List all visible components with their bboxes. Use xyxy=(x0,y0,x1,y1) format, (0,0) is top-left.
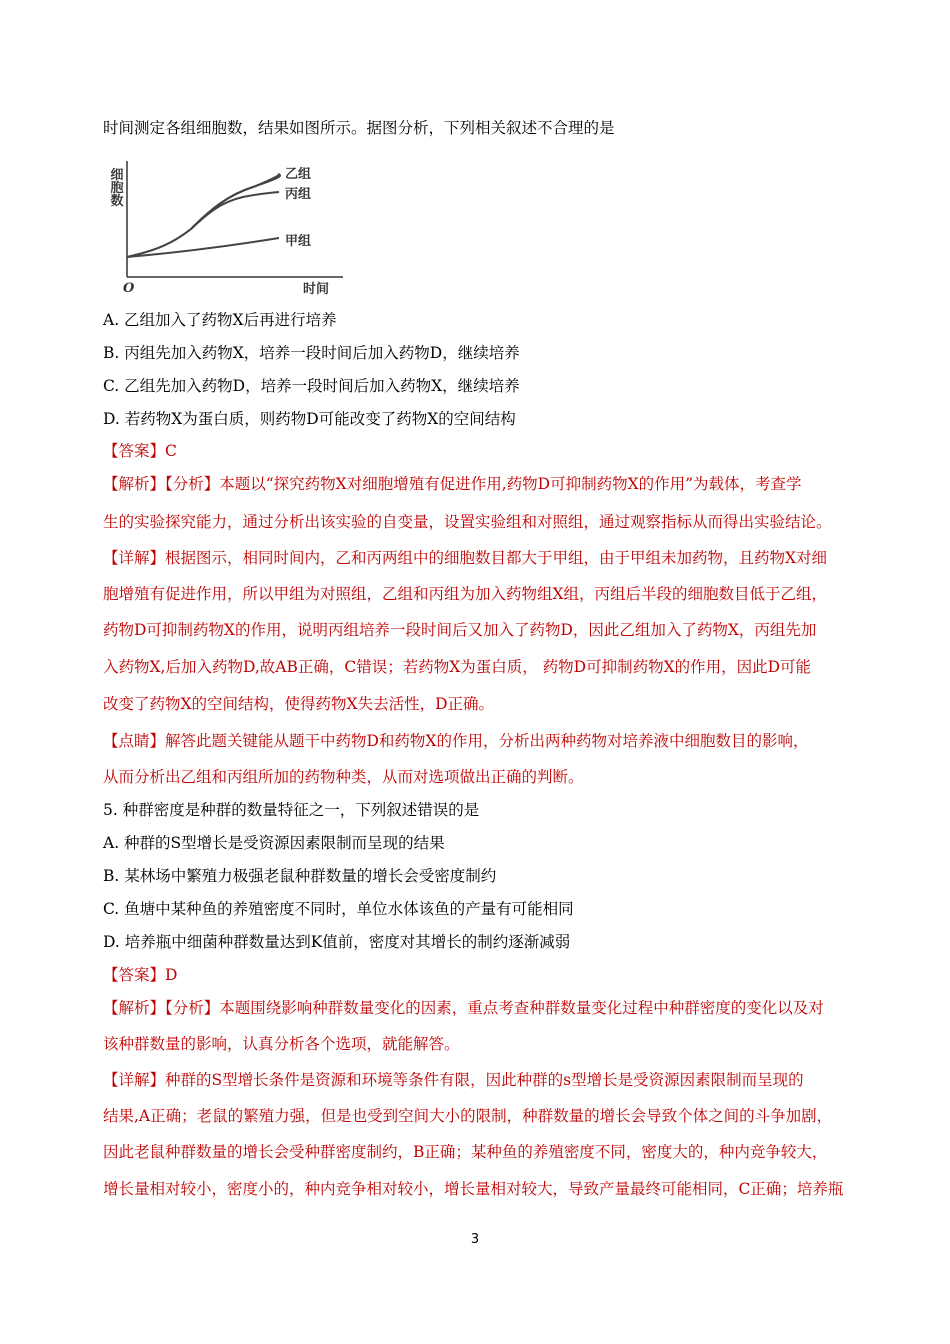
q5-stem: 5. 种群密度是种群的数量特征之一，下列叙述错误的是 xyxy=(103,801,480,819)
q5-option-c: C. 鱼塘中某种鱼的养殖密度不同时，单位水体该鱼的产量有可能相同 xyxy=(103,900,574,918)
q4-option-b: B. 丙组先加入药物X，培养一段时间后加入药物D，继续培养 xyxy=(103,344,520,362)
q5-option-a: A. 种群的S型增长是受资源因素限制而呈现的结果 xyxy=(103,834,445,852)
curve-jia xyxy=(127,238,279,257)
q5-detail-line: 结果,A正确；老鼠的繁殖力强，但是也受到空间大小的限制，种群数量的增长会导致个体之间的斗争加剧， xyxy=(103,1107,833,1125)
curve-bing xyxy=(191,192,279,229)
x-axis-label: 时间 xyxy=(303,282,330,297)
curve-label-jia: 甲组 xyxy=(285,234,312,249)
curve-yi-end xyxy=(127,175,279,257)
q5-detail-line: 增长量相对较小，密度小的，种内竞争相对较小，增长量相对较大，导致产量最终可能相同，C正确；培养瓶 xyxy=(103,1180,844,1198)
curve-label-bing: 丙组 xyxy=(285,187,312,202)
q4-detail-line: 【详解】根据图示，相同时间内，乙和丙两组中的细胞数目都大于甲组，由于甲组未加药物，且药物X对细 xyxy=(103,549,828,567)
q4-detail-line: 胞增殖有促进作用，所以甲组为对照组，乙组和丙组为加入药物组X组，丙组后半段的细胞数目低于乙组， xyxy=(103,585,828,603)
cell-count-figure xyxy=(103,155,363,300)
q4-tip-line: 从而分析出乙组和丙组所加的药物种类，从而对选项做出正确的判断。 xyxy=(103,768,584,786)
q4-option-a: A. 乙组加入了药物X后再进行培养 xyxy=(103,311,337,329)
q5-detail-line: 因此老鼠种群数量的增长会受种群密度制约，B正确；某种鱼的养殖密度不同，密度大的，种内竞争较大， xyxy=(103,1143,828,1161)
origin-label: O xyxy=(123,281,135,296)
q4-option-d: D. 若药物X为蛋白质，则药物D可能改变了药物X的空间结构 xyxy=(103,410,516,428)
q5-analysis-line: 该种群数量的影响，认真分析各个选项，就能解答。 xyxy=(103,1035,460,1053)
q4-tip-line: 【点睛】解答此题关键能从题干中药物D和药物X的作用，分析出两种药物对培养液中细胞数目的影响， xyxy=(103,732,809,750)
curve-label-yi: 乙组 xyxy=(285,167,312,182)
q4-answer: 【答案】C xyxy=(103,442,177,460)
growth-curve-chart xyxy=(103,155,363,300)
q5-detail-line: 【详解】种群的S型增长条件是资源和环境等条件有限，因此种群的s型增长是受资源因素限制而呈现的 xyxy=(103,1071,804,1089)
q5-option-d: D. 培养瓶中细菌种群数量达到K值前，密度对其增长的制约逐渐减弱 xyxy=(103,933,571,951)
q4-analysis-line: 【解析】【分析】本题以“探究药物X对细胞增殖有促进作用,药物D可抑制药物X的作用”为载体，考查学 xyxy=(103,475,802,493)
q5-option-b: B. 某林场中繁殖力极强老鼠种群数量的增长会受密度制约 xyxy=(103,867,497,885)
question-stem-tail: 时间测定各组细胞数，结果如图所示。据图分析，下列相关叙述不合理的是 xyxy=(103,119,615,137)
q5-answer: 【答案】D xyxy=(103,966,178,984)
q4-detail-line: 入药物X,后加入药物D,故AB正确，C错误；若药物X为蛋白质， 药物D可抑制药物X的作用，因此D可能 xyxy=(103,658,812,676)
page-number: 3 xyxy=(470,1232,480,1247)
y-axis-label: 细胞数 xyxy=(107,167,123,207)
q5-analysis-line: 【解析】【分析】本题围绕影响种群数量变化的因素，重点考查种群数量变化过程中种群密度的变化以及对 xyxy=(103,999,824,1017)
q4-detail-line: 改变了药物X的空间结构，使得药物X失去活性，D正确。 xyxy=(103,695,494,713)
q4-option-c: C. 乙组先加入药物D，培养一段时间后加入药物X，继续培养 xyxy=(103,377,520,395)
q4-detail-line: 药物D可抑制药物X的作用，说明丙组培养一段时间后又加入了药物D，因此乙组加入了药物X，丙组先加 xyxy=(103,621,817,639)
q4-analysis-line: 生的实验探究能力，通过分析出该实验的自变量，设置实验组和对照组，通过观察指标从而得出实验结论。 xyxy=(103,513,832,531)
